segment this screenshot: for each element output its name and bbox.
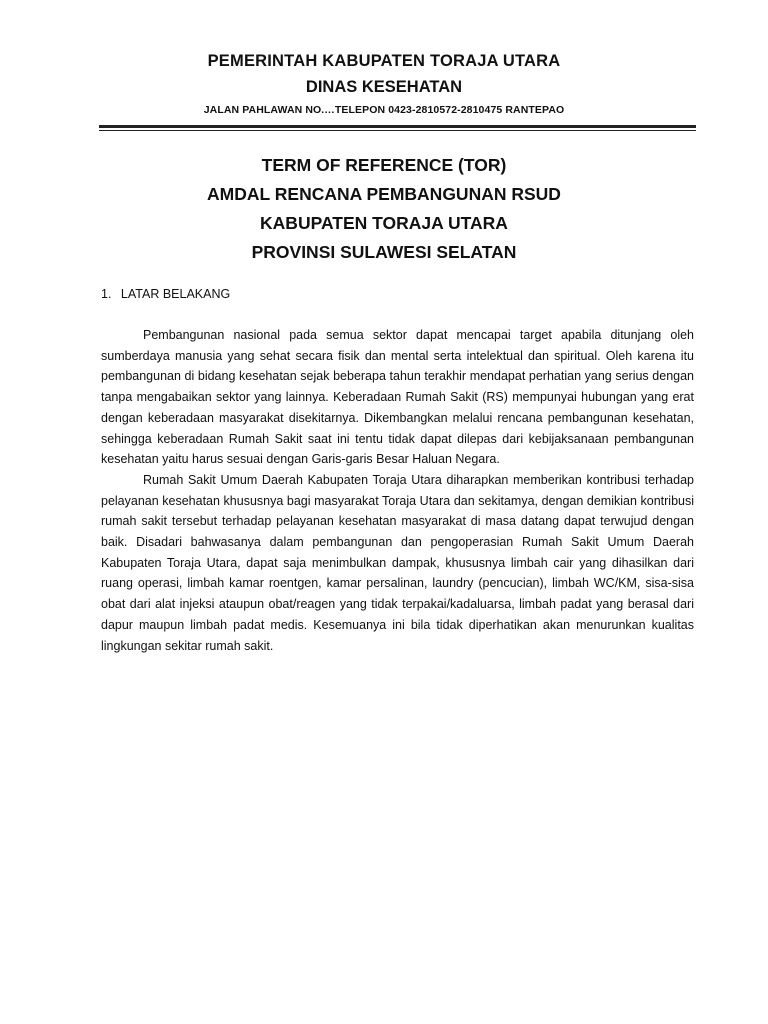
letterhead-divider-thick	[99, 125, 696, 128]
letterhead-government: PEMERINTAH KABUPATEN TORAJA UTARA	[207, 52, 561, 70]
section-title: LATAR BELAKANG	[120, 287, 231, 301]
title-line-4: PROVINSI SULAWESI SELATAN	[251, 242, 517, 262]
document-title	[0, 151, 768, 267]
letterhead-agency: DINAS KESEHATAN	[305, 78, 463, 96]
paragraph-1: Pembangunan nasional pada semua sektor dapat mencapai target apabila ditunjang oleh sumberdaya manusia yang sehat secara fisik dan mental serta intelektual dan spiritual. Oleh karena itu pembangunan di bidang kesehatan sejak beberapa tahun terakhir mendapat perhatian yang serius dengan tanpa mengabaikan sektor yang lainnya. Keberadaan Rumah Sakit (RS) mempunyai hubungan yang erat dengan keberadaan masyarakat disekitarnya. Dikembangkan melalui rencana pembangunan kesehatan, sehingga keberadaan Rumah Sakit saat ini tentu tidak dapat dilepas dari kebijaksanaan pembangunan kesehatan yaitu harus sesuai dengan Garis-garis Besar Haluan Negara.	[101, 328, 694, 467]
title-line-1: TERM OF REFERENCE (TOR)	[261, 155, 507, 175]
section-number: 1.	[101, 287, 112, 301]
section-heading	[101, 286, 230, 302]
letterhead-address: JALAN PAHLAWAN NO.…TELEPON 0423-2810572-2810475 RANTEPAO	[203, 104, 565, 116]
letterhead	[0, 50, 768, 117]
title-line-2: AMDAL RENCANA PEMBANGUNAN RSUD	[207, 184, 561, 204]
title-line-3: KABUPATEN TORAJA UTARA	[260, 213, 508, 233]
body-text	[101, 325, 694, 656]
letterhead-divider-thin	[99, 130, 696, 131]
paragraph-2: Rumah Sakit Umum Daerah Kabupaten Toraja Utara diharapkan memberikan kontribusi terhadap pelayanan kesehatan khususnya bagi masyarakat Toraja Utara dan sekitamya, dengan demikian kontribusi rumah sakit tersebut terhadap pelayanan kesehatan masyarakat di masa datang dapat terwujud dengan baik. Disadari bahwasanya dalam pembangunan dan pengoperasian Rumah Sakit Umum Daerah Kabupaten Toraja Utara, dapat saja menimbulkan dampak, khususnya limbah cair yang dihasilkan dari ruang operasi, limbah kamar roentgen, kamar persalinan, laundry (pencucian), limbah WC/KM, sisa-sisa obat dari alat injeksi ataupun obat/reagen yang tidak terpakai/kadaluarsa, limbah padat yang berasal dari dapur maupun limbah padat medis. Kesemuanya ini bila tidak diperhatikan akan menurunkan kualitas lingkungan sekitar rumah sakit.	[101, 472, 694, 653]
